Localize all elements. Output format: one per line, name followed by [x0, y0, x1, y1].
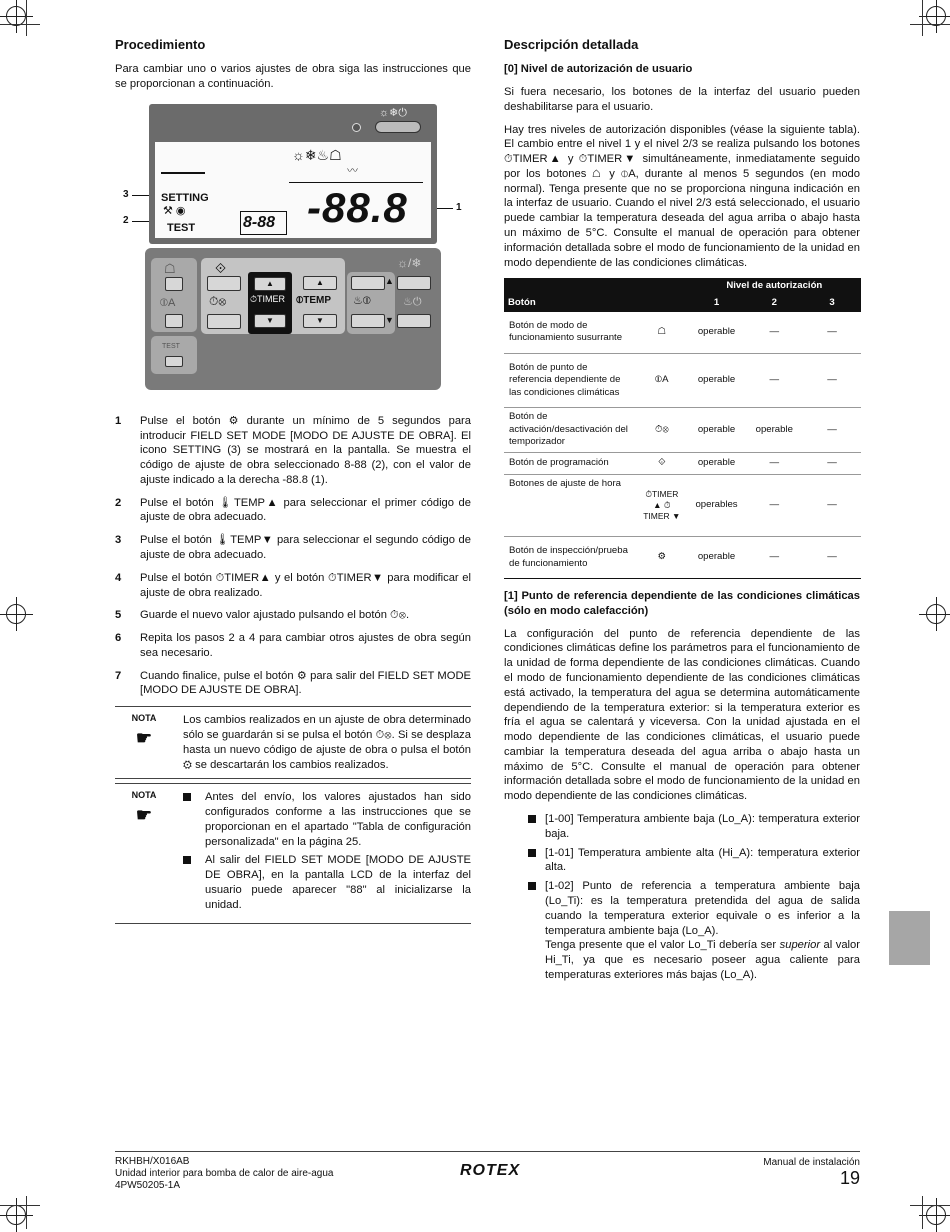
step-item: 7 Cuando finalice, pulse el botón ⚙ para salir del FIELD SET MODE [MODO DE AJUSTE DE OBRA]. — [115, 669, 471, 697]
paragraph: Hay tres niveles de autorización disponibles (véase la siguiente tabla). El cambio entre el nivel 1 y el nivel 2/3 se realiza pulsando los botones ⏱TIMER▲ y ⏱TIMER▼ simultáneamente, inmediatamente seguido por los botones ☖ y ⦶A, durante al menos 5 segundos (en modo normal). Tenga presente que no se proporciona ninguna indicación en la interfaz de usuario. Cuando el nivel 2/3 está seleccionado, el usuario puede cambiar la temperatura deseada del agua arriba o abajo hasta un máximo de 5°C. Consulte el manual de operación para obtener información detallada sobre el modo de funcionamiento de la unidad en modo dependiente de las condiciones climáticas. — [504, 123, 860, 269]
row-icon: ⏱TIMER ▲ ⏱TIMER ▼ — [636, 475, 688, 537]
table-row: Botón de activación/desactivación del temporizador ⏱⊗ operable operable — — [504, 408, 861, 453]
section-tab-marker — [889, 911, 930, 965]
bullet-square-icon — [528, 815, 536, 823]
controller-button-panel — [145, 248, 441, 390]
test-button[interactable] — [165, 356, 183, 367]
lcd-code: 8-88 — [243, 213, 276, 231]
left-button-group — [151, 258, 197, 332]
crop-mark-mid-right — [926, 604, 946, 624]
crop-mark-top-right — [926, 6, 946, 26]
note-bullet: Al salir del FIELD SET MODE [MODO DE AJUSTE DE OBRA], en la pantalla LCD de la interfaz del usuario puede aparecer "88" al inicializarse la unidad. — [183, 853, 471, 912]
rotex-logo: ROTEX — [460, 1162, 521, 1179]
program-icon: ⟐ — [215, 259, 227, 276]
lcd-wrench-icon: ⚒ ◉ — [163, 204, 186, 217]
paragraph: La configuración del punto de referencia dependiente de las condiciones climáticas define los parámetros para el funcionamiento de la unidad de forma dependiente de las condiciones climáticas. Cuando el modo de funcionamiento dependiente de las condiciones climáticas está activado, la temperatura del agua se determina automáticamente dependiendo de la temperatura exterior: si la temperatura exterior es fría el agua se calentará y viceversa. Con la unidad ajustada en el modo dependiente de las condiciones climáticas, el usuario puede cambiar la temperatura deseada del agua arriba o abajo hasta un máximo de 5°C. Consulte el manual de operación para obtener información detallada sobre el modo de funcionamiento de la unidad en modo dependiente de las condiciones climáticas. — [504, 627, 860, 803]
timer-block — [248, 272, 292, 334]
sanitary-icons: ♨⦶ — [353, 294, 371, 307]
callout-3: 3 — [123, 188, 129, 200]
table-row: Botón de inspección/prueba de funcionamiento ⚙ operable — — — [504, 537, 861, 579]
on-off-button[interactable] — [375, 121, 421, 133]
step-item: 5 Guarde el nuevo valor ajustado pulsando el botón ⏱⊗. — [115, 609, 410, 622]
controller-top-panel — [149, 104, 437, 244]
bullet-square-icon — [183, 856, 191, 864]
trim-line — [26, 0, 27, 36]
trim-line — [0, 1205, 40, 1206]
footer-manual-title: Manual de instalación — [763, 1157, 860, 1168]
row-icon: ⚙ — [636, 537, 688, 579]
crop-mark-mid-left — [6, 604, 26, 624]
timer-label: ⏱TIMER — [250, 293, 286, 304]
lcd-mode-icons: ☼❄♨☖ — [292, 146, 342, 163]
note-bullet: Antes del envío, los valores ajustados han sido configurados conforme a las instrucciones que se proporcionan en el apartado "Tabla de configuración personalizada" en la página 25. — [183, 790, 471, 849]
table-col-button: Botón — [504, 295, 688, 312]
test-icon: TEST — [162, 342, 180, 350]
note-hand-icon: ☛ — [135, 805, 153, 826]
step-item: 1 Pulse el botón ⚙ durante un mínimo de 5 segundos para introducir FIELD SET MODE [MODO DE AJUSTE DE OBRA]. El icono SETTING (3) se mostrará en la pantalla. Se muestra el código de ajuste de obra seleccionado 8-88 (2), con el valor de ajuste indicado a la derecha -88.8 (1). — [115, 414, 471, 486]
step-item: 6 Repita los pasos 2 a 4 para cambiar otros ajustes de obra según sea necesario. — [115, 632, 471, 659]
footer-model: RKHBH/X016AB — [115, 1156, 190, 1167]
left-column — [115, 36, 471, 924]
timer-up-button[interactable]: ▲ — [254, 277, 286, 291]
callout-2: 2 — [123, 214, 129, 226]
hot-water-power-icon: ♨⏻ — [403, 295, 422, 308]
sanitary-down-button[interactable] — [351, 314, 385, 328]
table-col-level: 1 — [688, 295, 746, 312]
controller-figure — [115, 104, 471, 400]
table-row: Botón de punto de referencia dependiente de las condiciones climáticas ⦶A operable — — — [504, 354, 861, 408]
table-group-header: Nivel de autorización — [688, 278, 861, 295]
lcd-test-label: TEST — [167, 221, 196, 234]
down-arrow-icon: ▼ — [385, 314, 394, 325]
test-button-group — [151, 336, 197, 374]
trim-line — [0, 24, 40, 25]
crop-mark-bottom-left — [6, 1205, 26, 1225]
bullet-square-icon — [528, 882, 536, 890]
section-heading: Descripción detallada — [504, 37, 639, 52]
row-icon: ⏱⊗ — [636, 408, 688, 453]
lcd-water-icon: 〰 — [347, 164, 358, 177]
note-box — [115, 783, 471, 923]
table-row: Botón de modo de funcionamiento susurrante ☖ operable — — — [504, 312, 861, 354]
sanitary-up-button[interactable] — [351, 276, 385, 290]
footer-docnumber: 4PW50205-1A — [115, 1180, 181, 1191]
mode-icons: ☼❄⏻ — [379, 106, 407, 119]
quiet-mode-icon: ☖ — [164, 260, 176, 276]
note-label: NOTA — [131, 790, 157, 801]
right-column — [504, 36, 860, 987]
timer-down-button[interactable]: ▼ — [254, 314, 286, 328]
cool-heat-button[interactable] — [397, 276, 431, 290]
right-button-group — [347, 272, 395, 334]
hot-water-power-button[interactable] — [397, 314, 431, 328]
paragraph: Si fuera necesario, los botones de la interfaz del usuario pueden deshabilitarse para el usuario. — [504, 85, 860, 113]
crop-mark-top-left — [6, 6, 26, 26]
weather-dependent-button[interactable] — [165, 314, 183, 328]
setting-bullet: [1-02] Punto de referencia a temperatura ambiente baja (Lo_Ti): es la temperatura pretendida del agua de salida cuando la temperatura exterior equivale o es inferior a la temperatura ambiente baja (Lo_A). Tenga presente que el valor Lo_Ti debería ser superior al valor Hi_Ti, ya que es necesario poseer agua caliente para temperaturas exteriores más bajas (Lo_A). — [528, 879, 860, 982]
lcd-value: -88.8 — [307, 183, 408, 231]
steps-list — [115, 414, 471, 699]
page-footer — [115, 1151, 860, 1191]
trim-line — [910, 24, 950, 25]
step-item: 2 Pulse el botón 🌡TEMP▲ para seleccionar el primer código de ajuste de obra adecuado. — [115, 496, 471, 524]
program-button[interactable] — [207, 276, 241, 291]
subsection-heading: [1] Punto de referencia dependiente de las condiciones climáticas (sólo en modo calefacción) — [504, 590, 860, 617]
trim-line — [26, 1196, 27, 1229]
row-icon: ⦶A — [636, 354, 688, 408]
weather-dependent-icon: ⦶A — [160, 296, 176, 309]
row-icon: ⟐ — [636, 453, 688, 475]
temp-label: ⦶TEMP — [296, 294, 332, 306]
temp-down-button[interactable]: ▼ — [303, 314, 337, 328]
timer-onoff-icon: ⏱⊗ — [209, 293, 227, 308]
step-item: 4 Pulse el botón ⏱TIMER▲ y el botón ⏱TIMER▼ para modificar el ajuste de obra realizado. — [115, 571, 471, 599]
trim-line — [922, 1196, 923, 1229]
callout-1: 1 — [456, 201, 462, 213]
row-icon: ☖ — [636, 312, 688, 354]
led-indicator — [352, 123, 361, 132]
table-col-level: 3 — [803, 295, 861, 312]
trim-line — [922, 0, 923, 36]
trim-line — [910, 1205, 950, 1206]
lcd-setting-label: SETTING — [161, 191, 209, 204]
authorization-table — [504, 278, 861, 579]
note-label: NOTA — [131, 713, 157, 724]
subsection-heading: [0] Nivel de autorización de usuario — [504, 63, 693, 76]
footer-description: Unidad interior para bomba de calor de aire-agua — [115, 1168, 334, 1179]
page-number: 19 — [839, 1168, 860, 1189]
timer-onoff-button[interactable] — [207, 314, 241, 329]
note-hand-icon: ☛ — [135, 728, 153, 749]
lcd-dash — [161, 172, 205, 174]
temp-up-button[interactable]: ▲ — [303, 276, 337, 290]
bullet-square-icon — [528, 849, 536, 857]
intro-text: Para cambiar uno o varios ajustes de obra siga las instrucciones que se proporcionan a continuación. — [115, 63, 471, 90]
note-text: Los cambios realizados en un ajuste de obra determinado sólo se guardarán si se pulsa el botón ⏱⊗. Si se desplaza hasta un nuevo código de ajuste de obra o pulsa el botón ⚙ se descartarán los cambios realizados. — [183, 714, 471, 771]
quiet-mode-button[interactable] — [165, 277, 183, 291]
setting-bullet: [1-00] Temperatura ambiente baja (Lo_A): temperatura exterior baja. — [528, 812, 860, 842]
crop-mark-bottom-right — [926, 1205, 946, 1225]
table-row: Botón de programación ⟐ operable — — — [504, 453, 861, 475]
section-heading: Procedimiento — [115, 37, 206, 52]
timer-button-group — [201, 258, 345, 334]
table-row: Botones de ajuste de hora ⏱TIMER ▲ ⏱TIMER ▼ operables — — — [504, 475, 861, 537]
bullet-square-icon — [183, 793, 191, 801]
table-col-level: 2 — [745, 295, 803, 312]
cool-heat-icon: ☼/❄ — [397, 255, 422, 270]
lcd-screen — [155, 142, 431, 238]
up-arrow-icon: ▲ — [385, 275, 394, 286]
setting-bullets — [504, 812, 860, 983]
note-box — [115, 706, 471, 779]
step-item: 3 Pulse el botón 🌡TEMP▼ para seleccionar el segundo código de ajuste de obra adecuado. — [115, 534, 471, 561]
setting-bullet: [1-01] Temperatura ambiente alta (Hi_A): temperatura exterior alta. — [528, 846, 860, 876]
